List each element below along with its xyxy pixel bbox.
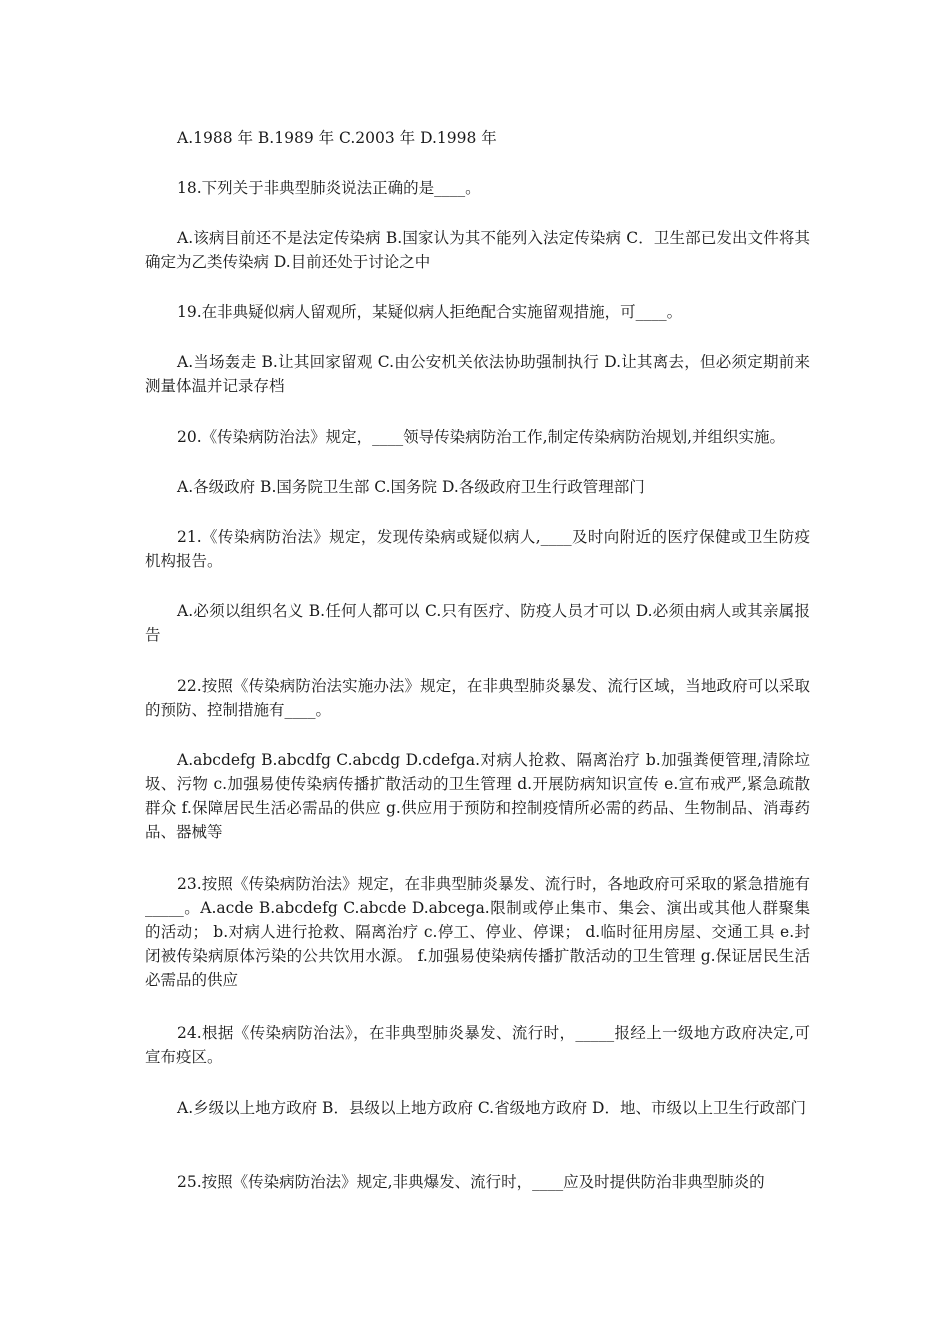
question-21: 21.《传染病防治法》规定，发现传染病或疑似病人,____及时向附近的医疗保健或卫生防疫机构报告。 bbox=[145, 528, 810, 570]
question-23: 23.按照《传染病防治法》规定，在非典型肺炎暴发、流行时，各地政府可采取的紧急措施有_____。A.acde B.abcdefg C.abcde D.abcega.限制或停止集市、集会、演出或其他人群聚集的活动； b.对病人进行抢救、隔离治疗 c.停工、停业、停课； d.临时征用房屋、交通工具 e.封闭被传染病原体污染的公共饮用水源。 f.加强易使染病传播扩散活动的卫生管理 g.保证居民生活必需品的供应 bbox=[145, 875, 810, 989]
options-q20: A.各级政府 B.国务院卫生部 C.国务院 D.各级政府卫生行政管理部门 bbox=[177, 478, 645, 496]
question-22: 22.按照《传染病防治法实施办法》规定，在非典型肺炎暴发、流行区域，当地政府可以采取的预防、控制措施有____。 bbox=[145, 677, 810, 719]
options-q19: A.当场轰走 B.让其回家留观 C.由公安机关依法协助强制执行 D.让其离去，但必须定期前来测量体温并记录存档 bbox=[145, 353, 810, 395]
question-19: 19.在非典疑似病人留观所，某疑似病人拒绝配合实施留观措施，可____。 bbox=[177, 303, 683, 321]
options-q21: A.必须以组织名义 B.任何人都可以 C.只有医疗、防疫人员才可以 D.必须由病人或其亲属报告 bbox=[145, 602, 810, 644]
options-q24: A.乡级以上地方政府 B．县级以上地方政府 C.省级地方政府 D．地、市级以上卫生行政部门 bbox=[177, 1099, 806, 1117]
question-20: 20.《传染病防治法》规定，____领导传染病防治工作,制定传染病防治规划,并组织实施。 bbox=[177, 428, 786, 446]
question-18: 18.下列关于非典型肺炎说法正确的是____。 bbox=[177, 179, 481, 197]
options-q17: A.1988 年 B.1989 年 C.2003 年 D.1998 年 bbox=[177, 129, 497, 147]
options-q18: A.该病目前还不是法定传染病 B.国家认为其不能列入法定传染病 C．卫生部已发出文件将其确定为乙类传染病 D.目前还处于讨论之中 bbox=[145, 229, 810, 271]
question-24: 24.根据《传染病防治法》，在非典型肺炎暴发、流行时，_____报经上一级地方政府决定,可宣布疫区。 bbox=[145, 1024, 810, 1066]
options-q22: A.abcdefg B.abcdfg C.abcdg D.cdefga.对病人抢救、隔离治疗 b.加强粪便管理,清除垃圾、污物 c.加强易使传染病传播扩散活动的卫生管理 d.开展防病知识宣传 e.宣布戒严,紧急疏散群众 f.保障居民生活必需品的供应 g.供应用于预防和控制疫情所必需的药品、生物制品、消毒药品、器械等 bbox=[145, 751, 810, 841]
question-25: 25.按照《传染病防治法》规定,非典爆发、流行时，____应及时提供防治非典型肺炎的 bbox=[177, 1173, 765, 1191]
